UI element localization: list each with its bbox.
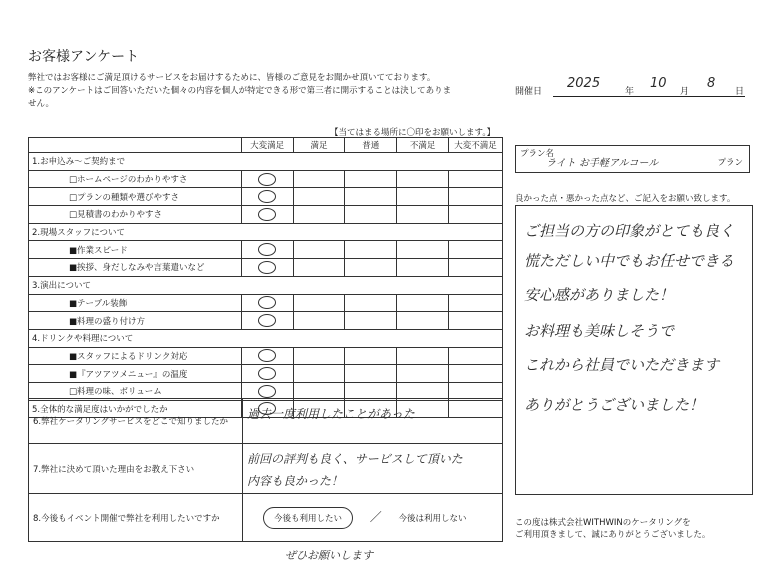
rating-cell[interactable]: [241, 188, 293, 206]
answer-7[interactable]: [243, 444, 503, 494]
section-1-title: 1.お申込み〜ご契約まで: [29, 153, 503, 171]
item-label: ■テーブル装飾: [29, 294, 242, 312]
item-label: □ホームページのわかりやすさ: [29, 170, 242, 188]
question-row: [29, 444, 503, 494]
instruction: 【当てはまる場所に〇印をお願いします。】: [330, 128, 496, 138]
rating-cell[interactable]: [448, 294, 502, 312]
thanks-message: [515, 517, 710, 541]
event-date: [515, 76, 745, 98]
circle-mark: [258, 261, 276, 274]
rating-cell[interactable]: [241, 294, 293, 312]
circle-mark: [258, 385, 276, 398]
rating-cell[interactable]: [397, 312, 449, 330]
comments-box[interactable]: [515, 205, 753, 495]
item-label: ■作業スピード: [29, 241, 242, 259]
rating-cell[interactable]: [448, 241, 502, 259]
rating-cell[interactable]: [448, 170, 502, 188]
header-very-satisfied: 大変満足: [241, 138, 293, 153]
rating-cell[interactable]: [293, 294, 345, 312]
circle-mark: [258, 173, 276, 186]
section-row: [29, 276, 503, 294]
date-day-unit: 日: [735, 87, 745, 97]
circle-mark: [258, 190, 276, 203]
table-row: [29, 365, 503, 383]
rating-cell[interactable]: [241, 241, 293, 259]
rating-cell[interactable]: [293, 365, 345, 383]
answer-7-line-1: 前回の評判も良く、サービスして頂いた: [247, 452, 463, 466]
date-year: 2025: [567, 76, 601, 91]
comment-line: お料理も美味しそうで: [524, 322, 675, 340]
option-no-use[interactable]: 今後は利用しない: [398, 513, 467, 524]
rating-cell[interactable]: [241, 365, 293, 383]
rating-cell[interactable]: [293, 170, 345, 188]
rating-cell[interactable]: [241, 206, 293, 224]
header-neutral: 普通: [345, 138, 397, 153]
table-row: [29, 170, 503, 188]
option-separator: ／: [369, 509, 382, 524]
date-label: 開催日: [515, 87, 543, 97]
rating-cell[interactable]: [345, 206, 397, 224]
comment-line: ご担当の方の印象がとても良く: [524, 222, 735, 240]
rating-cell[interactable]: [345, 259, 397, 277]
rating-cell[interactable]: [345, 365, 397, 383]
satisfaction-table: [28, 137, 503, 418]
rating-cell[interactable]: [293, 206, 345, 224]
circle-mark: [258, 349, 276, 362]
rating-cell[interactable]: [241, 170, 293, 188]
rating-cell[interactable]: [397, 188, 449, 206]
section-2-title: 2.現場スタッフについて: [29, 223, 503, 241]
comment-line: ありがとうございました！: [524, 396, 705, 414]
rating-cell[interactable]: [345, 294, 397, 312]
rating-cell[interactable]: [448, 188, 502, 206]
rating-cell[interactable]: [448, 312, 502, 330]
answer-7-line-2: 内容も良かった！: [247, 474, 344, 488]
table-row: [29, 188, 503, 206]
date-year-unit: 年: [625, 87, 635, 97]
comment-line: 安心感がありました！: [524, 286, 675, 304]
rating-cell[interactable]: [448, 206, 502, 224]
header-dissatisfied: 不満足: [397, 138, 449, 153]
rating-cell[interactable]: [293, 312, 345, 330]
rating-cell[interactable]: [397, 241, 449, 259]
circle-mark: [258, 296, 276, 309]
item-label: □見積書のわかりやすさ: [29, 206, 242, 224]
item-label: □プランの種類や選びやすさ: [29, 188, 242, 206]
date-day: 8: [707, 76, 716, 91]
rating-cell[interactable]: [448, 259, 502, 277]
section-row: [29, 153, 503, 171]
page-title: お客様アンケート: [28, 49, 140, 65]
rating-cell[interactable]: [397, 347, 449, 365]
section-row: [29, 329, 503, 347]
intro-line-3: せん。: [28, 99, 55, 109]
plan-name-field: [515, 145, 750, 173]
comment-line: これから社員でいただきます: [524, 356, 720, 374]
rating-cell[interactable]: [345, 347, 397, 365]
header-very-dissatisfied: 大変不満足: [448, 138, 502, 153]
intro-line-2: ※このアンケートはご回答いただいた個々の内容を個人が特定できる形で第三者に開示することは決してありま: [28, 86, 452, 96]
thanks-line-2: ご利用頂きまして、誠にありがとうございました。: [515, 530, 711, 540]
intro-line-1: 弊社ではお客様にご満足頂けるサービスをお届けするために、皆様のご意見をお聞かせ頂いてております。: [28, 73, 436, 83]
table-row: [29, 206, 503, 224]
comments-label: 良かった点・悪かった点など、ご記入をお願い致します。: [515, 194, 736, 204]
rating-cell[interactable]: [345, 241, 397, 259]
item-label: ■スタッフによるドリンク対応: [29, 347, 242, 365]
rating-cell[interactable]: [448, 347, 502, 365]
handwritten-note: ぜひお願いします: [285, 549, 373, 562]
rating-cell[interactable]: [241, 347, 293, 365]
rating-cell[interactable]: [293, 259, 345, 277]
answer-8: [243, 494, 503, 542]
question-7: 7.弊社に決めて頂いた理由をお教え下さい: [29, 444, 243, 494]
rating-cell[interactable]: [397, 170, 449, 188]
plan-suffix: プラン: [717, 158, 743, 168]
table-row: [29, 347, 503, 365]
question-row: [29, 494, 503, 542]
item-label: ■『アツアツメニュー』の温度: [29, 365, 242, 383]
plan-value[interactable]: ライト お手軽アルコール: [546, 158, 659, 169]
rating-cell[interactable]: [345, 312, 397, 330]
section-4-title: 4.ドリンクや料理について: [29, 329, 503, 347]
circle-mark: [258, 208, 276, 221]
rating-cell[interactable]: [293, 241, 345, 259]
table-row: [29, 259, 503, 277]
header-blank: [29, 138, 242, 153]
item-label: □料理の味、ボリューム: [29, 382, 242, 400]
question-row: [29, 399, 503, 444]
item-label: ■料理の盛り付け方: [29, 312, 242, 330]
section-row: [29, 223, 503, 241]
rating-cell[interactable]: [293, 347, 345, 365]
header-satisfied: 満足: [293, 138, 345, 153]
rating-cell[interactable]: [345, 188, 397, 206]
question-6: 6.弊社ケータリングサービスをどこで知りましたか: [29, 399, 243, 444]
rating-cell[interactable]: [293, 188, 345, 206]
date-month: 10: [650, 76, 667, 91]
comment-line: 慌ただしい中でもお任せできる: [524, 252, 735, 270]
question-8: 8.今後もイベント開催で弊社を利用したいですか: [29, 494, 243, 542]
table-row: [29, 241, 503, 259]
answer-6[interactable]: 過去一度利用したことがあった: [243, 399, 503, 444]
plan-label: プラン名: [520, 149, 555, 159]
rating-cell[interactable]: [397, 365, 449, 383]
date-month-unit: 月: [680, 87, 690, 97]
rating-cell[interactable]: [397, 206, 449, 224]
option-continue-use[interactable]: 今後も利用したい: [263, 507, 353, 529]
date-underline: [553, 96, 745, 97]
circle-mark: [258, 367, 276, 380]
free-answer-table: [28, 398, 503, 542]
circle-mark: [258, 314, 276, 327]
rating-cell[interactable]: [241, 259, 293, 277]
rating-cell[interactable]: [397, 259, 449, 277]
table-row: [29, 294, 503, 312]
circle-mark: [258, 243, 276, 256]
thanks-line-1: この度は株式会社WITHWINのケータリングを: [515, 518, 691, 528]
section-3-title: 3.演出について: [29, 276, 503, 294]
rating-cell[interactable]: [345, 170, 397, 188]
rating-cell[interactable]: [448, 365, 502, 383]
table-header-row: [29, 138, 503, 153]
section-5-title: 5.全体的な満足度はいかがでしたか: [29, 400, 242, 418]
item-label: ■挨拶、身だしなみや言葉遣いなど: [29, 259, 242, 277]
rating-cell[interactable]: [397, 294, 449, 312]
table-row: [29, 312, 503, 330]
intro-text: [28, 72, 508, 111]
rating-cell[interactable]: [241, 312, 293, 330]
